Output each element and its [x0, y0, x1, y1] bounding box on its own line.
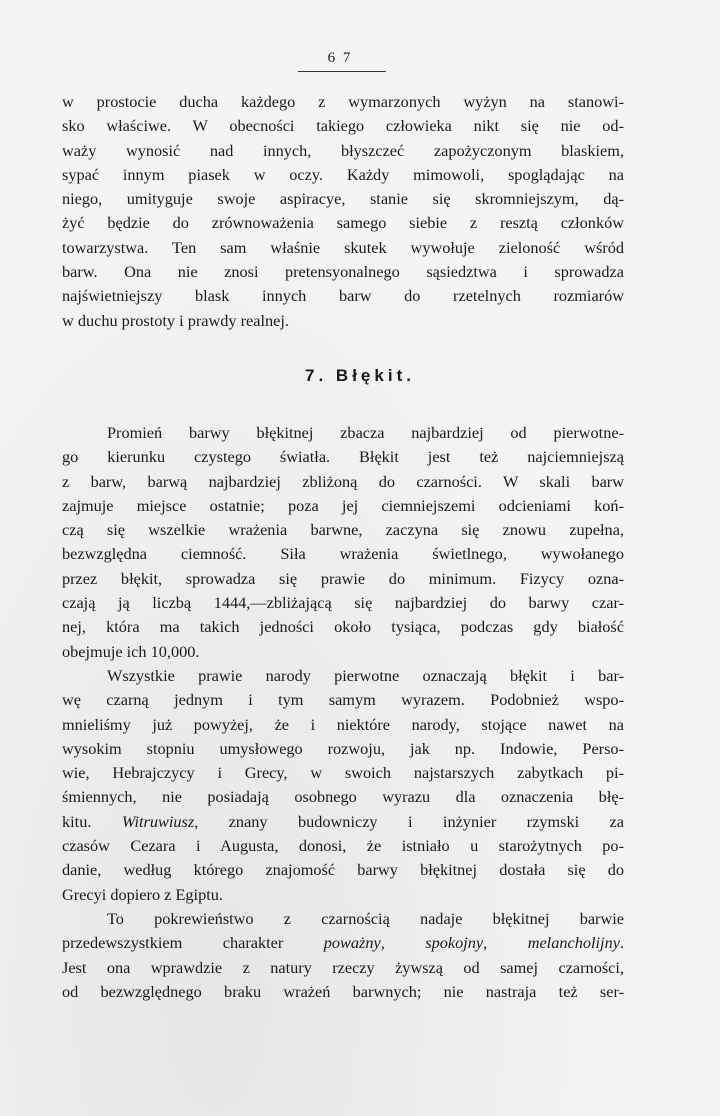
text-line: wę czarną jednym i tym samym wyrazem. Podobnież wspo- — [62, 690, 624, 710]
text-line: sko właściwe. W obecności takiego człowieka nikt się nie od- — [62, 116, 624, 136]
text-run: , — [380, 933, 426, 953]
paragraph-4 — [62, 907, 624, 1004]
text-line: z barw, barwą najbardziej zbliżoną do czarności. W skali barw — [62, 471, 624, 491]
paragraph-3 — [62, 664, 624, 907]
text-line: czasów Cezara i Augusta, donosi, że istniało u starożytnych po- — [62, 836, 624, 856]
text-run: , — [483, 933, 528, 953]
text-line: zajmuje miejsce ostatnie; poza jej ciemniejszemi odcieniami koń- — [62, 495, 624, 515]
section-heading: 7. Błękit. — [305, 366, 415, 385]
paragraph-1 — [62, 90, 624, 333]
text-line: To pokrewieństwo z czarnością nadaje błękitnej barwie — [107, 909, 624, 928]
text-line: bezwzględna ciemność. Siła wrażenia świetlnego, wywołanego — [62, 544, 624, 564]
text-run: . — [619, 933, 624, 953]
text-line: Jest ona wprawdzie z natury rzeczy żywszą od samej czarności, — [62, 957, 624, 977]
text-run: przedewszystkiem charakter — [62, 933, 324, 953]
text-run: kitu. — [62, 811, 122, 831]
text-line: obejmuje ich 10,000. — [62, 641, 200, 661]
text-line: niego, umityguje swoje aspiracye, stanie się skromniejszym, dą- — [62, 189, 624, 209]
text-line: nej, która ma takich jedności około tysiąca, podczas gdy białość — [62, 617, 624, 637]
paragraph-2 — [62, 421, 624, 664]
text-line — [62, 931, 624, 955]
text-line: go kierunku czystego światła. Błękit jest też najciemniejszą — [62, 447, 624, 467]
page-number: 6 7 — [327, 50, 353, 66]
text-line: przez błękit, sprowadza się prawie do minimum. Fizycy ozna- — [62, 568, 624, 588]
text-line: barw. Ona nie znosi pretensyonalnego sąsiedztwa i sprowadza — [62, 262, 624, 282]
page-number-rule — [298, 71, 386, 72]
text-line: sypać innym piasek w oczy. Każdy mimowoli, spoglądając na — [62, 164, 624, 184]
text-line: wysokim stopniu umysłowego rozwoju, jak np. Indowie, Perso- — [62, 738, 624, 758]
text-line: śmiennych, nie posiadają osobnego wyrazu dla oznaczenia błę- — [62, 787, 624, 807]
text-line: Wszystkie prawie narody pierwotne oznaczają błękit i bar- — [107, 666, 624, 685]
text-line: Grecyi dopiero z Egiptu. — [62, 884, 223, 904]
text-line: waży wynosić nad innych, błyszczeć zapożyczonym blaskiem, — [62, 140, 624, 160]
italic-word: spokojny — [425, 933, 484, 953]
italic-word: poważny — [323, 933, 381, 953]
text-line: danie, według którego znajomość barwy błękitnej dostała się do — [62, 860, 624, 880]
text-line — [62, 810, 624, 834]
text-line: w duchu prostoty i prawdy realnej. — [62, 310, 289, 330]
text-line: najświetniejszy blask innych barw do rzetelnych rozmiarów — [62, 286, 624, 306]
text-line: żyć będzie do zrównoważenia samego siebie z resztą członków — [62, 213, 624, 233]
text-line: towarzystwa. Ten sam właśnie skutek wywołuje zieloność wśród — [62, 237, 624, 257]
text-line: mnieliśmy już powyżej, że i niektóre narody, stojące nawet na — [62, 714, 624, 734]
text-line: czą się wszelkie wrażenia barwne, zaczyna się znowu zupełna, — [62, 520, 624, 540]
text-run: , znany budowniczy i inżynier rzymski za — [194, 811, 624, 831]
text-line: od bezwzględnego braku wrażeń barwnych; nie nastraja też ser- — [62, 981, 624, 1001]
text-line: czają ją liczbą 1444,—zbliżającą się najbardziej do barwy czar- — [62, 593, 624, 613]
text-line: Promień barwy błękitnej zbacza najbardziej od pierwotne- — [107, 423, 624, 442]
italic-name: Witruwiusz — [121, 811, 195, 831]
text-line: w prostocie ducha każdego z wymarzonych wyżyn na stanowi- — [62, 92, 624, 111]
italic-word: melancholijny — [527, 933, 620, 953]
text-line: wie, Hebrajczycy i Grecy, w swoich najstarszych zabytkach pi- — [62, 763, 624, 783]
